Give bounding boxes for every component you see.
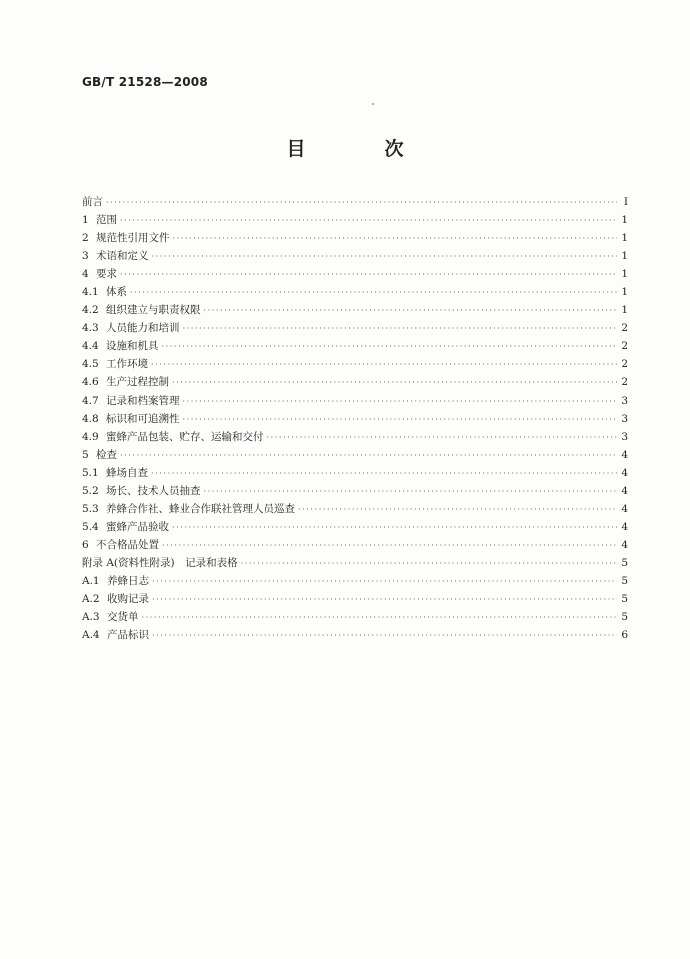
toc-dot-leader [172,519,617,537]
toc-entry-number: 4 [82,268,89,281]
toc-entry-page-number: 4 [621,502,628,515]
toc-entry-page-number: 4 [621,520,628,533]
toc-entry-label: 场长、技术人员抽查 [106,484,201,497]
toc-entry-label: 附录 A(资料性附录) 记录和表格 [82,556,238,569]
toc-entry-label: 规范性引用文件 [96,232,170,245]
toc-dot-leader [151,356,617,374]
toc-entry[interactable] [82,265,628,283]
toc-entry-label: 产品标识 [107,629,149,642]
toc-entry-label: 工作环境 [106,358,148,371]
toc-entry[interactable] [82,410,628,428]
toc-dot-leader [152,248,618,266]
toc-dot-leader [120,212,617,230]
toc-entry-page-number: 4 [621,484,628,497]
toc-dot-leader [120,266,617,284]
toc-entry[interactable] [82,247,628,265]
toc-entry-page-number: 3 [621,430,628,443]
toc-entry[interactable] [82,590,628,608]
toc-entry-number: A.1 [82,574,100,587]
toc-entry-number: 4.7 [82,394,99,407]
scan-speck [372,103,374,105]
document-code: GB/T 21528—2008 [82,75,208,89]
toc-entry[interactable] [82,337,628,355]
toc-entry-page-number: 1 [621,232,628,245]
toc-entry-label: 生产过程控制 [106,376,169,389]
toc-entry-number: 2 [82,232,89,245]
toc-entry-number: 6 [82,538,89,551]
toc-dot-leader [152,627,617,645]
toc-entry[interactable] [82,608,628,626]
toc-dot-leader [183,393,618,411]
toc-entry-number: 5.4 [82,520,99,533]
toc-entry[interactable] [82,518,628,536]
toc-entry-number: 5.1 [82,466,99,479]
toc-entry-label: 术语和定义 [96,250,149,263]
toc-entry[interactable] [82,283,628,301]
toc-entry[interactable] [82,572,628,590]
toc-entry-number: 4.3 [82,322,99,335]
toc-entry-number: 5.3 [82,502,99,515]
toc-entry[interactable] [82,536,628,554]
toc-dot-leader [152,573,617,591]
toc-entry-page-number: 3 [621,412,628,425]
toc-entry[interactable] [82,355,628,373]
toc-entry[interactable] [82,554,628,572]
toc-entry-label: 不合格品处置 [96,538,159,551]
toc-entry-label: 范围 [96,214,117,227]
toc-entry-number: A.3 [82,611,100,624]
toc-entry-page-number: 5 [621,574,628,587]
toc-dot-leader [183,320,618,338]
toc-entry-label: 收购记录 [107,593,149,606]
toc-entry-number: 5.2 [82,484,99,497]
table-of-contents [82,193,628,644]
toc-entry[interactable] [82,626,628,644]
toc-entry-page-number: 2 [621,340,628,353]
toc-dot-leader [241,555,617,573]
toc-entry[interactable] [82,392,628,410]
toc-dot-leader [204,483,618,501]
toc-entry-label: 标识和可追溯性 [106,412,180,425]
toc-entry-label: 体系 [106,286,127,299]
toc-entry-page-number: Ⅰ [623,196,628,208]
toc-dot-leader [172,374,617,392]
toc-entry-page-number: 5 [621,556,628,569]
toc-entry[interactable] [82,464,628,482]
toc-entry[interactable] [82,500,628,518]
toc-entry-page-number: 4 [621,448,628,461]
toc-entry[interactable] [82,211,628,229]
toc-entry-label: 要求 [96,268,117,281]
toc-entry-label: 检查 [96,448,117,461]
toc-entry-page-number: 1 [621,286,628,299]
toc-entry-label: 记录和档案管理 [106,394,180,407]
toc-entry-number: A.4 [82,629,100,642]
toc-entry-label: 人员能力和培训 [106,322,180,335]
toc-entry-label: 养蜂日志 [107,574,149,587]
toc-entry-number: 4.1 [82,286,99,299]
toc-dot-leader [173,230,618,248]
toc-entry-number: A.2 [82,593,100,606]
toc-entry-page-number: 5 [621,611,628,624]
toc-entry-page-number: 2 [621,322,628,335]
toc-entry-page-number: 1 [621,214,628,227]
toc-entry-number: 4.6 [82,376,99,389]
toc-entry-page-number: 3 [621,394,628,407]
toc-entry[interactable] [82,482,628,500]
toc-entry-label: 蜂场自查 [106,466,148,479]
page-title: 目 次 [286,138,434,160]
toc-dot-leader [106,194,617,212]
toc-entry[interactable] [82,319,628,337]
toc-entry-number: 4.2 [82,304,99,317]
toc-dot-leader [162,537,617,555]
toc-entry[interactable] [82,229,628,247]
toc-entry[interactable] [82,193,628,211]
toc-entry[interactable] [82,373,628,391]
toc-entry-number: 5 [82,448,89,461]
toc-entry-number: 4.8 [82,412,99,425]
toc-entry-page-number: 6 [621,629,628,642]
toc-entry-number: 4.4 [82,340,99,353]
toc-dot-leader [152,591,617,609]
toc-dot-leader [130,284,617,302]
toc-entry[interactable] [82,446,628,464]
toc-dot-leader [204,302,618,320]
toc-dot-leader [183,411,618,429]
toc-entry-page-number: 4 [621,466,628,479]
toc-entry-label: 前言 [82,196,103,208]
toc-entry-number: 4.9 [82,430,99,443]
toc-entry[interactable] [82,301,628,319]
toc-dot-leader [151,465,617,483]
toc-entry-page-number: 1 [621,304,628,317]
toc-entry-label: 蜜蜂产品验收 [106,520,169,533]
toc-dot-leader [298,501,617,519]
toc-entry-page-number: 1 [621,250,628,263]
toc-entry-label: 设施和机具 [106,340,159,353]
toc-entry-number: 1 [82,214,89,227]
toc-dot-leader [142,609,618,627]
toc-entry[interactable] [82,428,628,446]
toc-entry-page-number: 1 [621,268,628,281]
toc-entry-label: 组织建立与职责权限 [106,304,201,317]
toc-entry-page-number: 4 [621,538,628,551]
toc-entry-label: 蜜蜂产品包装、贮存、运输和交付 [106,430,264,443]
toc-entry-page-number: 2 [621,358,628,371]
toc-entry-label: 交货单 [107,611,139,624]
toc-entry-number: 3 [82,250,89,263]
toc-entry-label: 养蜂合作社、蜂业合作联社管理人员巡查 [106,502,295,515]
toc-entry-number: 4.5 [82,358,99,371]
toc-entry-page-number: 2 [621,376,628,389]
toc-dot-leader [267,429,618,447]
toc-dot-leader [120,447,617,465]
toc-dot-leader [162,338,618,356]
toc-entry-page-number: 5 [621,593,628,606]
